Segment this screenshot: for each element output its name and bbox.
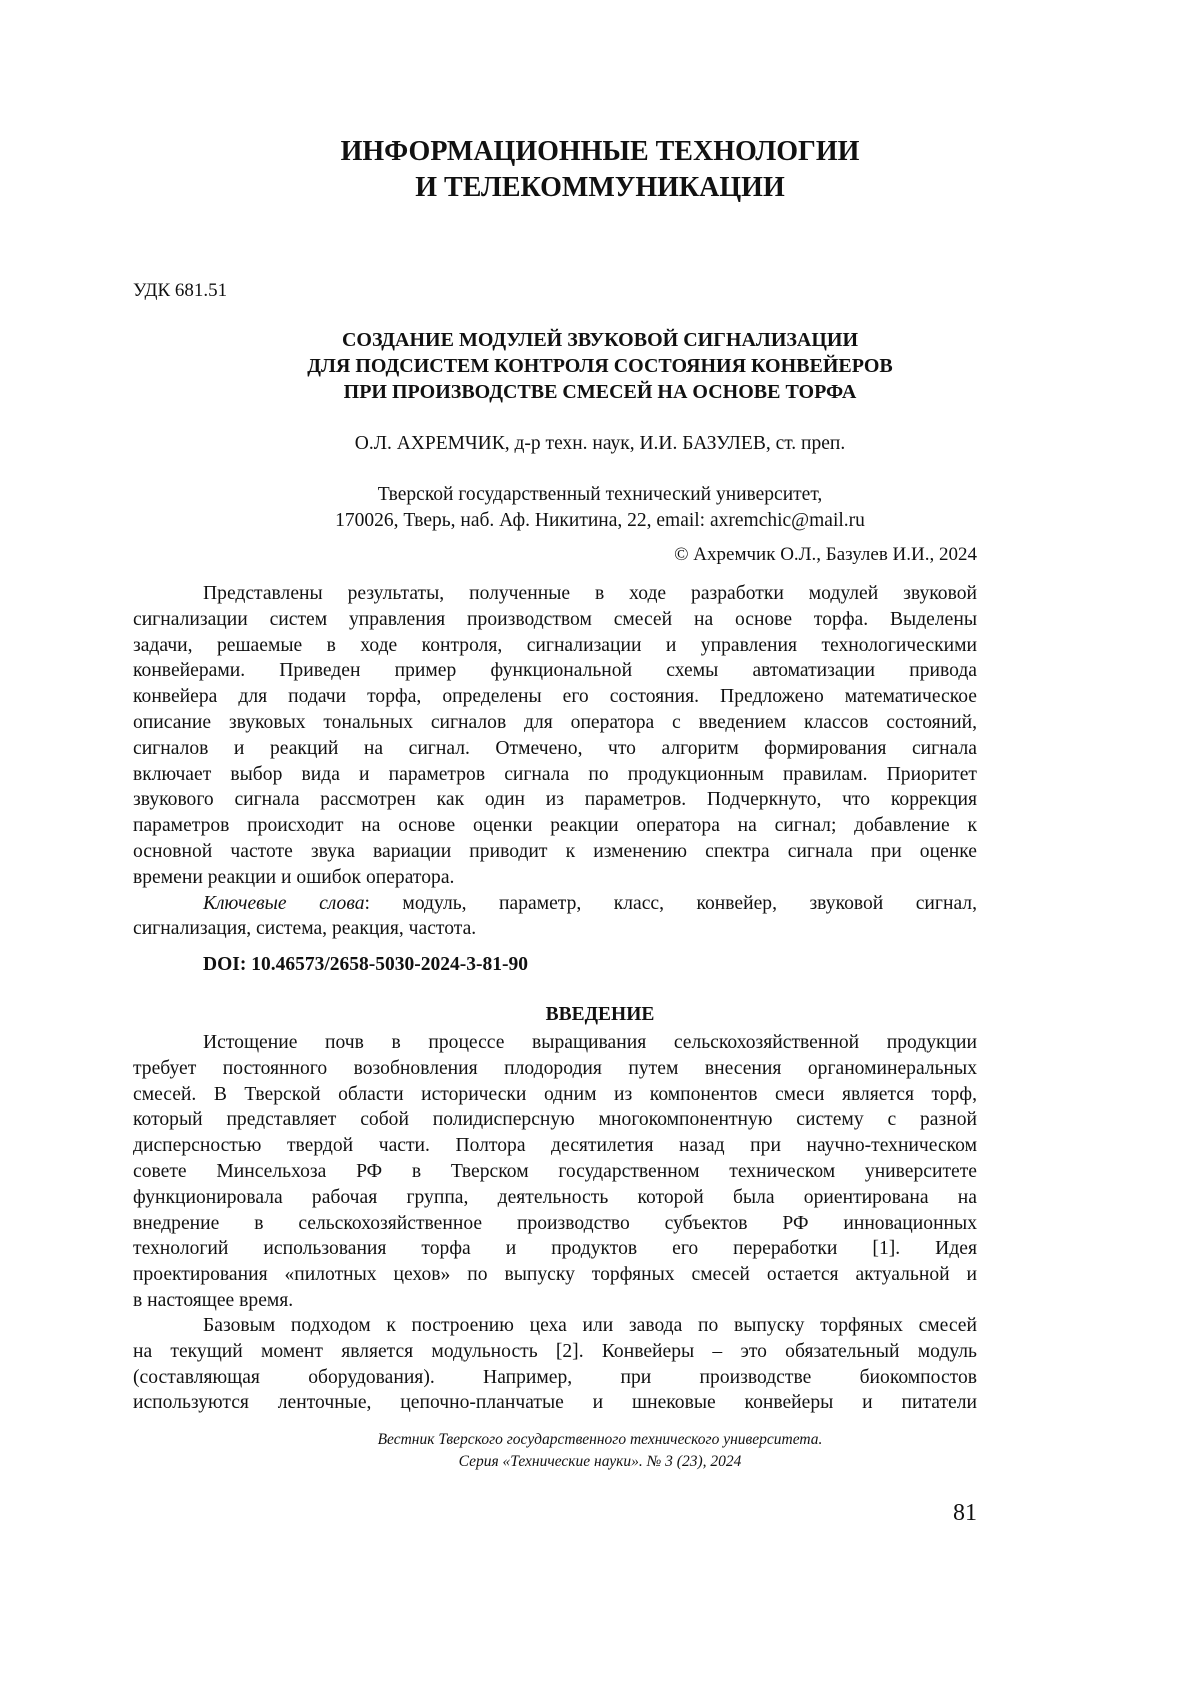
intro-heading: ВВЕДЕНИЕ [545, 1004, 655, 1025]
text-line: сигналов и реакций на сигнал. Отмечено, что алгоритм формирования сигнала [133, 737, 977, 759]
article-title-line: ПРИ ПРОИЗВОДСТВЕ СМЕСЕЙ НА ОСНОВЕ ТОРФА [343, 381, 857, 403]
copyright: © Ахремчик О.Л., Базулев И.И., 2024 [674, 544, 977, 565]
keywords-text: : модуль, параметр, класс, конвейер, звуковой сигнал, [364, 892, 977, 914]
footer-line: Серия «Технические науки». № 3 (23), 2024 [458, 1453, 742, 1470]
page-number: 81 [953, 1500, 977, 1526]
text-line: основной частоте звука вариации приводит к изменению спектра сигнала при оценке [133, 840, 977, 862]
article-title-line: ДЛЯ ПОДСИСТЕМ КОНТРОЛЯ СОСТОЯНИЯ КОНВЕЙЕРОВ [307, 355, 893, 377]
article-title-line: СОЗДАНИЕ МОДУЛЕЙ ЗВУКОВОЙ СИГНАЛИЗАЦИИ [341, 329, 859, 351]
text-line: в настоящее время. [133, 1289, 294, 1311]
keywords-line [133, 891, 977, 917]
affiliation-line: Тверской государственный технический университет, [377, 484, 823, 505]
text-line: задачи, решаемые в ходе контроля, сигнализации и управления технологическими [133, 634, 977, 656]
text-line: проектирования «пилотных цехов» по выпуску торфяных смесей остается актуальной и [133, 1264, 977, 1286]
abstract [133, 581, 977, 942]
text-line: включает выбор вида и параметров сигнала по продукционным правилам. Приоритет [133, 763, 977, 785]
footer-line: Вестник Тверского государственного технического университета. [377, 1431, 823, 1448]
doi: DOI: 10.46573/2658-5030-2024-3-81-90 [203, 954, 528, 975]
text-line: функционировала рабочая группа, деятельность которой была ориентирована на [133, 1186, 977, 1208]
affiliation-line: 170026, Тверь, наб. Аф. Никитина, 22, email: axremchic@mail.ru [335, 510, 865, 531]
text-line: Истощение почв в процессе выращивания сельскохозяйственной продукции [203, 1032, 977, 1053]
text-line: Базовым подходом к построению цеха или завода по выпуску торфяных смесей [203, 1315, 977, 1336]
text-line: который представляет собой полидисперсную многокомпонентную систему с разной [133, 1109, 977, 1131]
section-title-line: И ТЕЛЕКОММУНИКАЦИИ [415, 172, 785, 203]
section-title-line: ИНФОРМАЦИОННЫЕ ТЕХНОЛОГИИ [340, 136, 860, 167]
keywords-label: Ключевые слова [203, 892, 365, 914]
text-line: используются ленточные, цепочно-планчатые и шнековые конвейеры и питатели [133, 1392, 977, 1414]
text-line: технологий использования торфа и продуктов его переработки [1]. Идея [133, 1238, 977, 1260]
text-line: сигнализации систем управления производством смесей на основе торфа. Выделены [133, 608, 977, 630]
intro-paragraph-2 [133, 1313, 977, 1416]
text-line: дисперсностью твердой части. Полтора десятилетия назад при научно-техническом [133, 1135, 977, 1157]
text-line: Представлены результаты, полученные в ходе разработки модулей звуковой [203, 583, 977, 604]
text-line: требует постоянного возобновления плодородия путем внесения органоминеральных [133, 1057, 977, 1079]
text-line: описание звуковых тональных сигналов для оператора с введением классов состояний, [133, 711, 977, 733]
journal-footer [0, 1429, 1200, 1473]
udk-code: УДК 681.51 [133, 280, 228, 301]
intro-paragraph-1 [133, 1030, 977, 1314]
article-title [0, 327, 1200, 405]
text-line: параметров происходит на основе оценки реакции оператора на сигнал; добавление к [133, 815, 977, 837]
text-line: на текущий момент является модульность [2]. Конвейеры – это обязательный модуль [133, 1340, 977, 1362]
text-line: внедрение в сельскохозяйственное производство субъектов РФ инновационных [133, 1212, 977, 1234]
keywords-line: сигнализация, система, реакция, частота. [133, 918, 477, 940]
text-line: конвейерами. Приведен пример функциональной схемы автоматизации привода [133, 660, 977, 682]
text-line: звукового сигнала рассмотрен как один из параметров. Подчеркнуто, что коррекция [133, 789, 977, 811]
text-line: (составляющая оборудования). Например, при производстве биокомпостов [133, 1366, 977, 1388]
text-line: смесей. В Тверской области исторически одним из компонентов смеси является торф, [133, 1083, 977, 1105]
section-title [0, 134, 1200, 206]
text-line: конвейера для подачи торфа, определены его состояния. Предложено математическое [133, 686, 977, 708]
text-line: совете Минсельхоза РФ в Тверском государственном техническом университете [133, 1160, 977, 1182]
affiliation [0, 482, 1200, 534]
authors: О.Л. АХРЕМЧИК, д-р техн. наук, И.И. БАЗУЛЕВ, ст. преп. [354, 433, 846, 454]
text-line: времени реакции и ошибок оператора. [133, 866, 455, 888]
